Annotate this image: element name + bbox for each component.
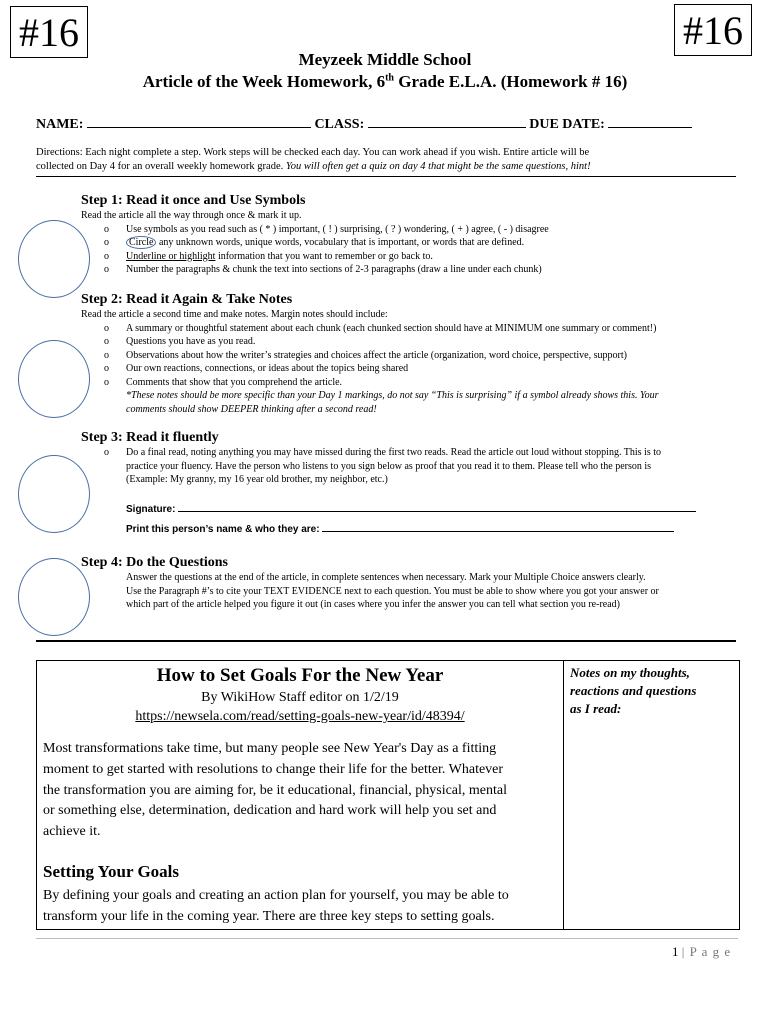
page-title: Article of the Week Homework, 6th Grade E.L.A. (Homework # 16) xyxy=(142,72,628,91)
step2-section xyxy=(81,292,659,416)
homework-number-badge-left: #16 xyxy=(10,6,88,58)
step1-heading: Step 1: Read it once and Use Symbols xyxy=(81,193,306,208)
article-paragraph-1: Most transformations take time, but many people see New Year's Day as a fitting moment to get started with resolutions to change their life for the better. Whatever the transformation you are aiming for, be it educational, financial, physical, mental or something else, determination, dedication and hard work will help you set and achieve it. xyxy=(43,741,508,840)
list-item: o Observations about how the writer’s strategies and choices affect the article (organization, word choice, perspective, support) xyxy=(81,349,659,363)
article-title: How to Set Goals For the New Year xyxy=(156,665,444,686)
signature-field[interactable] xyxy=(178,501,696,512)
name-field[interactable] xyxy=(87,113,311,128)
step2-note: *These notes should be more specific than your Day 1 markings, do not say “This is surprising” if a symbol already shows this. Your comments should show DEEPER thinking after a second read! xyxy=(126,390,659,415)
step1-intro: Read the article all the way through once & mark it up. xyxy=(81,210,302,221)
list-item: o A summary or thoughtful statement about each chunk (each chunked section should have at MINIMUM one summary or comment!) xyxy=(81,322,659,336)
step3-section xyxy=(81,430,661,487)
step2-intro: Read the article a second time and make notes. Margin notes should include: xyxy=(81,309,388,320)
article-byline: By WikiHow Staff editor on 1/2/19 xyxy=(201,690,399,705)
article-table xyxy=(36,660,740,930)
list-item: o Our own reactions, connections, or ideas about the topics being shared xyxy=(81,362,659,376)
list-item: o Do a final read, noting anything you may have missed during the first two reads. Read the article out loud without stopping. This is to practice your fluency. Have the person who listens to you sign below as proof that you read it to them. Please tell who the person is (Example: My granny, my 16 year old brother, my neighbor, etc.) xyxy=(81,446,661,487)
step4-section xyxy=(81,555,659,612)
school-name: Meyzeek Middle School xyxy=(298,50,472,69)
section-heading: Setting Your Goals xyxy=(43,862,180,881)
step3-check-circle[interactable] xyxy=(18,455,90,533)
print-name-field[interactable] xyxy=(322,521,674,532)
step4-instructions: Answer the questions at the end of the article, in complete sentences when necessary. Mark your Multiple Choice answers clearly. Use the Paragraph #’s to cite your TEXT EVIDENCE next to each question. You must be able to show where you got your answer or which part of the article helped you figure it out (in cases where you infer the answer you can tell what section you re-read) xyxy=(126,572,659,610)
step1-section xyxy=(81,193,549,277)
list-item: o Use symbols as you read such as ( * ) important, ( ! ) surprising, ( ? ) wondering, ( + ) agree, ( - ) disagree xyxy=(81,223,549,237)
due-date-field[interactable] xyxy=(608,113,692,128)
student-info-row xyxy=(36,113,692,133)
article-header xyxy=(37,663,563,727)
article-paragraph-2: By defining your goals and creating an action plan for yourself, you may be able to transform your life in the coming year. There are three key steps to setting goals. xyxy=(43,888,509,924)
step3-heading: Step 3: Read it fluently xyxy=(81,430,219,445)
page-number: 1 | P a g e xyxy=(672,944,732,959)
step2-heading: Step 2: Read it Again & Take Notes xyxy=(81,292,293,307)
table-divider xyxy=(563,661,564,929)
homework-number-badge-right: #16 xyxy=(674,4,752,56)
class-label: CLASS: xyxy=(314,117,365,132)
section-divider xyxy=(36,640,736,642)
due-date-label: DUE DATE: xyxy=(529,117,605,132)
footer-divider xyxy=(36,938,738,939)
signature-row xyxy=(126,501,696,515)
step1-check-circle[interactable] xyxy=(18,220,90,298)
step4-heading: Step 4: Do the Questions xyxy=(81,555,229,570)
directions: Directions: Each night complete a step. Work steps will be checked each day. You can work ahead if you wish. Entire article will be collected on Day 4 for an overall weekly homework grade. You will often get a quiz on day 4 that might be the same questions, hint! xyxy=(36,147,591,172)
article-link[interactable]: https://newsela.com/read/setting-goals-new-year/id/48394/ xyxy=(135,709,465,724)
list-item: o Circle any unknown words, unique words, vocabulary that is important, or words that are defined. xyxy=(81,236,549,250)
step2-check-circle[interactable] xyxy=(18,340,90,418)
list-item: o Underline or highlight information that you want to remember or go back to. xyxy=(81,250,549,264)
list-item: o Comments that show that you comprehend the article. xyxy=(81,376,659,390)
name-label: NAME: xyxy=(36,117,84,132)
print-name-label: Print this person’s name & who they are: xyxy=(126,524,320,535)
class-field[interactable] xyxy=(368,113,526,128)
list-item: o Number the paragraphs & chunk the text into sections of 2-3 paragraphs (draw a line under each chunk) xyxy=(81,263,549,277)
directions-divider xyxy=(36,176,736,177)
notes-column-header: Notes on my thoughts, reactions and questions as I read: xyxy=(570,665,697,716)
step4-check-circle[interactable] xyxy=(18,558,90,636)
print-name-row xyxy=(126,521,674,535)
signature-label: Signature: xyxy=(126,504,176,515)
list-item: o Questions you have as you read. xyxy=(81,335,659,349)
